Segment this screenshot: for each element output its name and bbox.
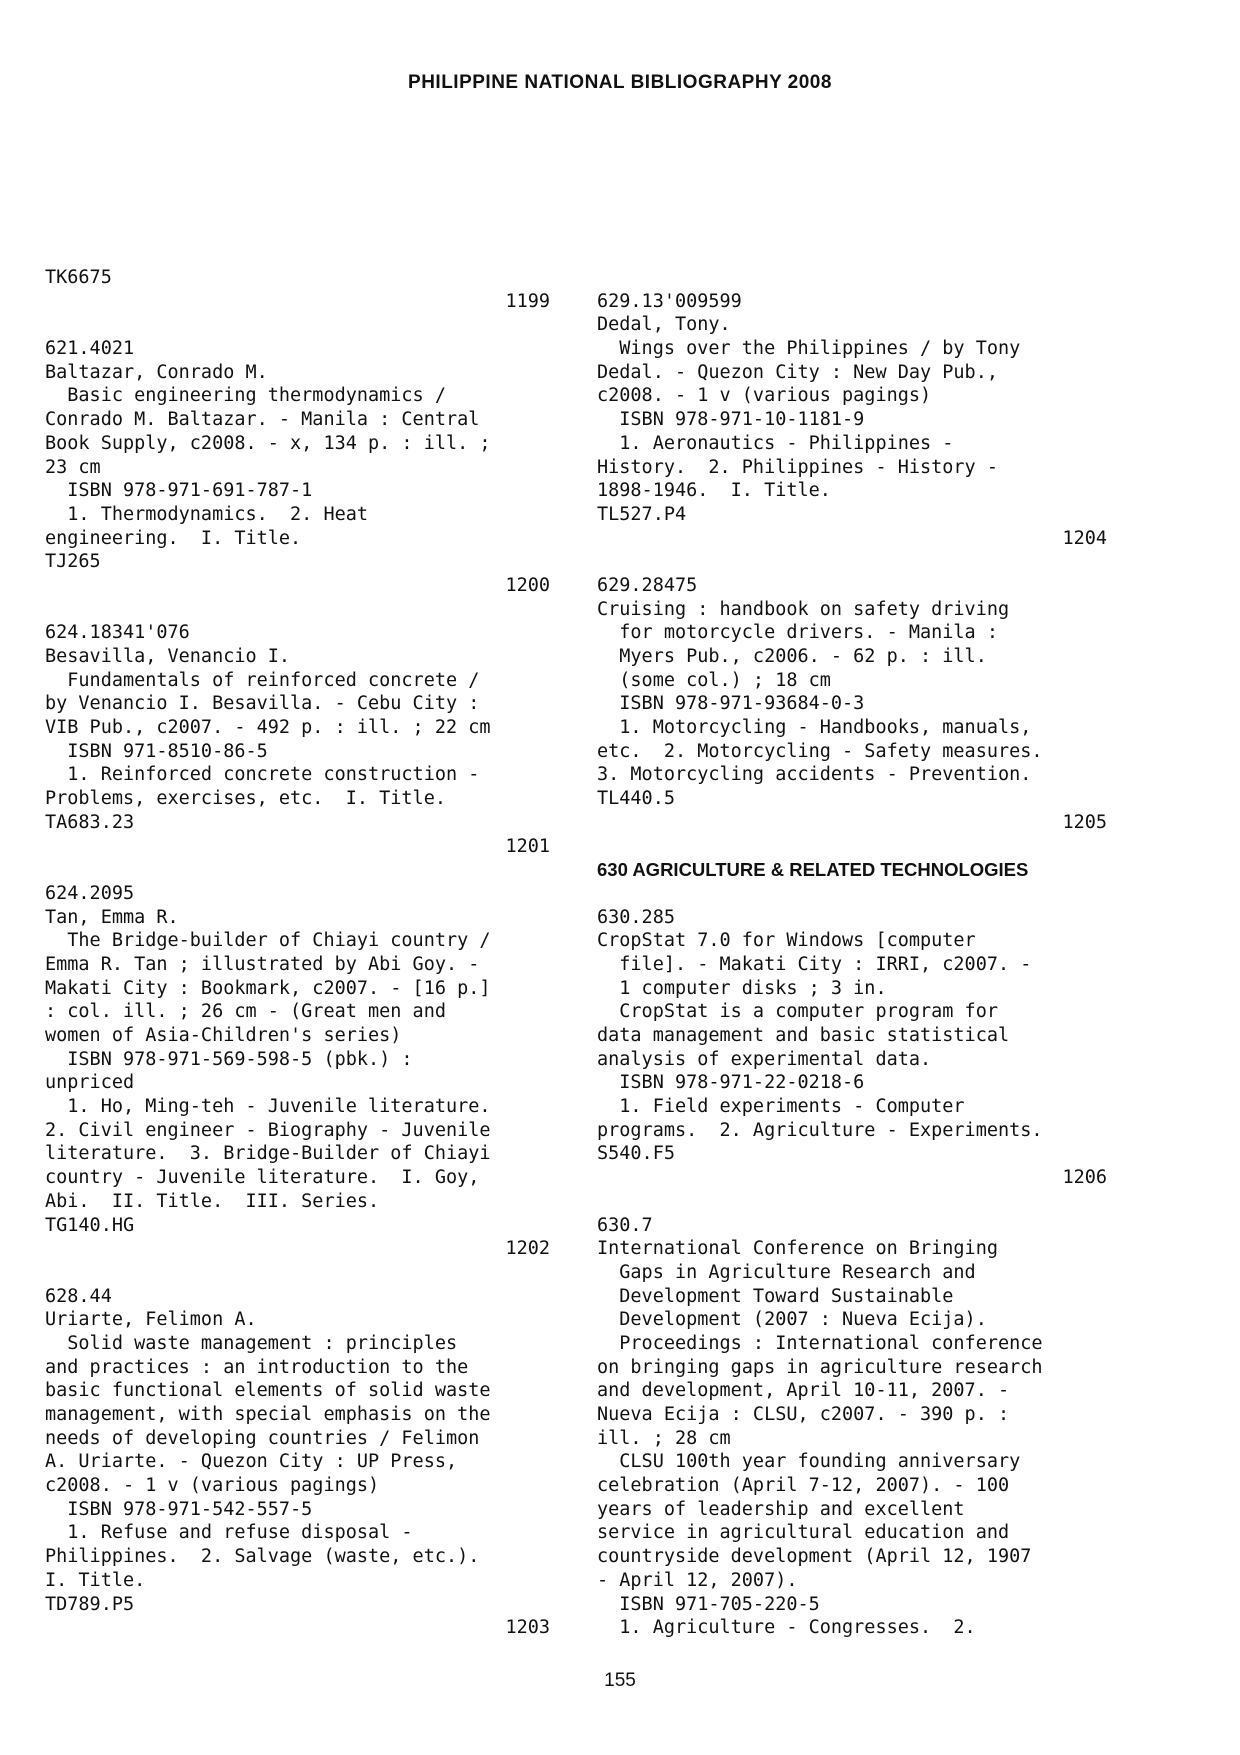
entry-line: (some col.) ; 18 cm: [597, 669, 831, 691]
entry-line: [45, 598, 550, 622]
entry-line: 624.18341'076: [45, 622, 190, 644]
entry-line: ISBN 971-705-220-5: [597, 1593, 820, 1615]
entry-line: ISBN 978-971-691-787-1: [45, 480, 313, 502]
entry-line: Philippines. 2. Salvage (waste, etc.).: [45, 1546, 480, 1568]
entry-line: Makati City : Bookmark, c2007. - [16 p.]: [45, 977, 491, 999]
entry-line: TK6675: [45, 267, 112, 288]
entry-line: Dedal, Tony.: [597, 314, 731, 336]
entry-line: [45, 1261, 550, 1285]
entry-line: Development (2007 : Nueva Ecija).: [597, 1309, 987, 1331]
entry-line: c2008. - 1 v (various pagings): [597, 385, 932, 407]
entry-line: management, with special emphasis on the: [45, 1404, 491, 1425]
entry-line: analysis of experimental data.: [597, 1048, 932, 1070]
entry-line: [597, 1190, 1107, 1214]
entry-line: 630.7: [597, 1214, 653, 1236]
entry-line: celebration (April 7-12, 2007). - 100: [597, 1475, 1010, 1497]
entry-line: [597, 550, 1107, 574]
entry-line: unpriced: [45, 1072, 135, 1094]
entry-number: 1205: [1062, 811, 1107, 833]
entry-line: Problems, exercises, etc. I. Title.: [45, 788, 446, 810]
entry-line: etc. 2. Motorcycling - Safety measures.: [597, 740, 1043, 762]
entry-line: 1. Agriculture - Congresses. 2.: [597, 1617, 976, 1639]
entry-line: A. Uriarte. - Quezon City : UP Press,: [45, 1451, 458, 1473]
entry-line: TJ265: [45, 551, 101, 573]
entry-line: 1. Field experiments - Computer: [597, 1096, 965, 1118]
entry-number: 1199: [505, 290, 550, 312]
entry-line: 1. Ho, Ming-teh - Juvenile literature.: [45, 1096, 491, 1118]
entry-line: 23 cm: [45, 456, 101, 478]
entry-line: needs of developing countries / Felimon: [45, 1427, 480, 1449]
entry-line: data management and basic statistical: [597, 1025, 1010, 1046]
entry-line: 628.44: [45, 1285, 112, 1307]
entry-line: Book Supply, c2008. - x, 134 p. : ill. ;: [45, 432, 491, 454]
page-header-title: PHILIPPINE NATIONAL BIBLIOGRAPHY 2008: [408, 72, 832, 93]
entry-line: Solid waste management : principles: [45, 1332, 458, 1354]
entry-line: ISBN 978-971-22-0218-6: [597, 1072, 865, 1094]
entry-line: Gaps in Agriculture Research and: [597, 1261, 976, 1283]
entry-line: 3. Motorcycling accidents - Prevention.: [597, 764, 1032, 786]
entry-line: Wings over the Philippines / by Tony: [597, 338, 1021, 360]
entry-line: 629.13'009599: [597, 290, 742, 312]
entry-line: - April 12, 2007).: [597, 1569, 798, 1591]
entry-line: 621.4021: [45, 338, 135, 360]
entry-line: ISBN 978-971-569-598-5 (pbk.) :: [45, 1048, 413, 1070]
entry-line: women of Asia-Children's series): [45, 1025, 402, 1046]
entry-line: c2008. - 1 v (various pagings): [45, 1475, 380, 1497]
left-column: [45, 266, 550, 1640]
entry-line: Besavilla, Venancio I.: [45, 646, 291, 667]
entry-line: basic functional elements of solid waste: [45, 1380, 491, 1402]
entry-line: countryside development (April 12, 1907: [597, 1546, 1032, 1568]
entry-line: I. Title.: [45, 1569, 146, 1591]
entry-line: Fundamentals of reinforced concrete /: [45, 669, 480, 691]
entry-line: Uriarte, Felimon A.: [45, 1309, 257, 1331]
entry-number: 1203: [505, 1617, 550, 1639]
entry-line: 1. Reinforced concrete construction -: [45, 764, 480, 786]
entry-line: country - Juvenile literature. I. Goy,: [45, 1167, 480, 1189]
entry-line: TD789.P5: [45, 1593, 135, 1615]
entry-line: ISBN 978-971-10-1181-9: [597, 409, 865, 431]
entry-line: and practices : an introduction to the: [45, 1356, 469, 1378]
entry-line: ISBN 971-8510-86-5: [45, 740, 268, 762]
entry-line: ISBN 978-971-542-557-5: [45, 1498, 313, 1520]
entry-line: CropStat is a computer program for: [597, 1001, 998, 1023]
entry-line: TA683.23: [45, 811, 135, 833]
entry-line: and development, April 10-11, 2007. -: [597, 1380, 1010, 1402]
entry-line: by Venancio I. Besavilla. - Cebu City :: [45, 693, 480, 715]
entry-line: file]. - Makati City : IRRI, c2007. -: [597, 953, 1032, 975]
entry-line: years of leadership and excellent: [597, 1498, 965, 1520]
right-column: [597, 266, 1107, 1640]
page-number: 155: [604, 1670, 636, 1691]
entry-line: CropStat 7.0 for Windows [computer: [597, 930, 976, 952]
entry-line: 629.28475: [597, 574, 698, 596]
entry-line: TG140.HG: [45, 1214, 135, 1236]
entry-line: Myers Pub., c2006. - 62 p. : ill.: [597, 646, 987, 667]
entry-line: Proceedings : International conference: [597, 1332, 1043, 1354]
entry-line: CLSU 100th year founding anniversary: [597, 1451, 1021, 1473]
entry-line: 1. Motorcycling - Handbooks, manuals,: [597, 717, 1032, 739]
entry-line: : col. ill. ; 26 cm - (Great men and: [45, 1001, 446, 1023]
entry-line: Dedal. - Quezon City : New Day Pub.,: [597, 361, 998, 383]
entry-line: [597, 266, 1107, 290]
entry-line: 1 computer disks ; 3 in.: [597, 977, 887, 999]
entry-line: programs. 2. Agriculture - Experiments.: [597, 1119, 1043, 1141]
entry-line: engineering. I. Title.: [45, 527, 302, 549]
entry-number: 1206: [1062, 1167, 1107, 1189]
entry-line: 1. Aeronautics - Philippines -: [597, 432, 954, 454]
entry-line: TL440.5: [597, 788, 675, 810]
entry-line: TL527.P4: [597, 503, 687, 525]
entry-line: Baltazar, Conrado M.: [45, 361, 268, 383]
entry-line: Development Toward Sustainable: [597, 1285, 954, 1307]
entry-line: on bringing gaps in agriculture research: [597, 1356, 1043, 1378]
entry-line: ISBN 978-971-93684-0-3: [597, 693, 865, 715]
entry-line: 1. Refuse and refuse disposal -: [45, 1522, 413, 1544]
entry-line: Cruising : handbook on safety driving: [597, 598, 1010, 620]
entry-line: 1898-1946. I. Title.: [597, 480, 831, 502]
entry-line: Tan, Emma R.: [45, 906, 179, 928]
entry-number: 1201: [505, 835, 550, 857]
entry-line: International Conference on Bringing: [597, 1238, 998, 1260]
entry-line: [597, 835, 1107, 859]
entry-line: ill. ; 28 cm: [597, 1427, 731, 1449]
entry-line: History. 2. Philippines - History -: [597, 456, 998, 478]
entry-line: Emma R. Tan ; illustrated by Abi Goy. -: [45, 953, 480, 975]
entry-number: 1202: [505, 1238, 550, 1260]
entry-line: The Bridge-builder of Chiayi country /: [45, 930, 491, 952]
entry-line: [45, 858, 550, 882]
entry-number: 1200: [505, 574, 550, 596]
section-heading: 630 AGRICULTURE & RELATED TECHNOLOGIES: [597, 859, 1029, 881]
entry-line: for motorcycle drivers. - Manila :: [597, 622, 998, 644]
entry-line: 630.285: [597, 906, 675, 928]
entry-line: service in agricultural education and: [597, 1522, 1010, 1544]
entry-line: [597, 882, 1107, 906]
entry-line: S540.F5: [597, 1143, 675, 1165]
entry-line: Nueva Ecija : CLSU, c2007. - 390 p. :: [597, 1404, 1010, 1425]
entry-line: [45, 313, 550, 337]
entry-line: 2. Civil engineer - Biography - Juvenile: [45, 1119, 491, 1141]
entry-line: Basic engineering thermodynamics /: [45, 385, 446, 407]
entry-line: literature. 3. Bridge-Builder of Chiayi: [45, 1143, 491, 1165]
entry-line: VIB Pub., c2007. - 492 p. : ill. ; 22 cm: [45, 717, 491, 739]
entry-line: Abi. II. Title. III. Series.: [45, 1190, 380, 1212]
entry-number: 1204: [1062, 527, 1107, 549]
entry-line: 1. Thermodynamics. 2. Heat: [45, 503, 369, 525]
entry-line: Conrado M. Baltazar. - Manila : Central: [45, 409, 480, 431]
entry-line: 624.2095: [45, 882, 135, 904]
